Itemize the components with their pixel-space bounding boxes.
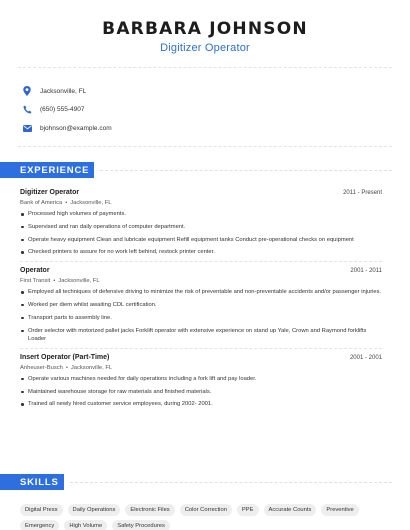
email-icon [22, 123, 32, 133]
skills-heading: SKILLS [0, 474, 64, 490]
job-entry-bullets [20, 288, 382, 343]
contact-location-text: Jacksonville, FL [40, 87, 87, 95]
phone-icon [22, 105, 32, 115]
job-entry-company: First Transit [20, 278, 51, 285]
contact-list [22, 82, 112, 138]
job-entry [20, 267, 382, 343]
bullet-item: Trained all newly hired customer service employees, during 2002- 2001. [20, 400, 382, 409]
bullet-item: Processed high volumes of payments. [20, 210, 382, 219]
job-entry-company-line [20, 278, 382, 284]
skill-tag: High Volume [64, 520, 107, 530]
bullet-item: Transport parts to assembly line. [20, 314, 382, 323]
header-divider [18, 67, 392, 68]
job-entry-title: Operator [20, 267, 50, 275]
job-entry-location: Jacksonville, FL [70, 200, 112, 206]
skill-tag: Daily Operations [68, 504, 121, 516]
job-entry-company: Anheuser-Busch [20, 364, 63, 371]
contact-phone [22, 101, 112, 119]
job-title: Digitizer Operator [160, 42, 250, 54]
experience-heading: EXPERIENCE [0, 162, 94, 178]
bullet-item: Worked per diem whilst awaiting CDL certification. [20, 301, 382, 310]
skills-section-header [0, 474, 392, 490]
job-entry-company: Bank of America [20, 200, 63, 206]
job-entry-location: Jacksonville, FL [58, 278, 100, 285]
contact-phone-text: (650) 555-4907 [40, 106, 85, 113]
skill-tag: Preventive [321, 504, 358, 516]
separator-dot: • [53, 278, 56, 285]
job-entry [20, 354, 382, 409]
skill-tag: Safety Procedures [112, 520, 170, 530]
contact-divider [18, 146, 392, 147]
job-entry-title: Digitizer Operator [20, 189, 80, 196]
contact-email-text: bjohnson@example.com [40, 124, 112, 132]
bullet-item: Operate various machines needed for daily operations including a fork lift and pay loader. [20, 375, 382, 384]
experience-list [20, 189, 382, 413]
skill-tag: Color Correction [180, 504, 232, 516]
bullet-item: Order selector with motorized pallet jacks Forklift operator with extensive experience on stand up Yale, Crown and Raymond forklifts Loader [20, 327, 382, 344]
job-entry-title: Insert Operator (Part-Time) [20, 353, 110, 361]
separator-dot: • [65, 364, 68, 371]
skill-tag: PPE [237, 504, 259, 516]
location-pin-icon [22, 86, 32, 96]
experience-heading-rule [100, 170, 392, 171]
skill-tag: Accurate Counts [264, 504, 317, 516]
job-entry-dates: 2011 - Present [343, 190, 382, 196]
job-entry [20, 189, 382, 257]
resume-header [0, 0, 410, 54]
job-entry-dates: 2001 - 2011 [350, 268, 382, 275]
experience-section-header [0, 162, 392, 178]
bullet-item: Checked printers to assure for no work left behind, restock printer center. [20, 248, 382, 257]
skills-heading-rule [70, 482, 392, 483]
job-entry-bullets [20, 375, 382, 409]
bullet-item: Operate heavy equipment Clean and lubricate equipment Refill equipment tanks Conduct pre-operational checks on equipment [20, 236, 382, 245]
job-divider [20, 348, 382, 349]
bullet-item: Maintained warehouse storage for raw materials and finished materials. [20, 388, 382, 397]
job-entry-company-line [20, 200, 382, 206]
job-entry-bullets [20, 210, 382, 257]
skill-tag: Electronic Files [125, 504, 174, 516]
skill-tag: Digital Press [20, 504, 63, 516]
skill-tag: Emergency [20, 520, 59, 530]
bullet-item: Employed all techniques of defensive driving to minimize the risk of preventable and non-preventable accidents and/or passenger injuries. [20, 288, 382, 297]
bullet-item: Supervised and ran daily operations of computer department. [20, 223, 382, 232]
job-entry-location: Jacksonville, FL [70, 364, 113, 371]
contact-location [22, 82, 112, 100]
job-entry-company-line [20, 365, 382, 371]
separator-dot: • [65, 200, 68, 206]
skills-list [20, 504, 396, 530]
candidate-name: BARBARA JOHNSON [102, 19, 308, 39]
job-divider [20, 261, 382, 262]
contact-email [22, 119, 112, 137]
job-entry-dates: 2001 - 2001 [349, 354, 382, 361]
